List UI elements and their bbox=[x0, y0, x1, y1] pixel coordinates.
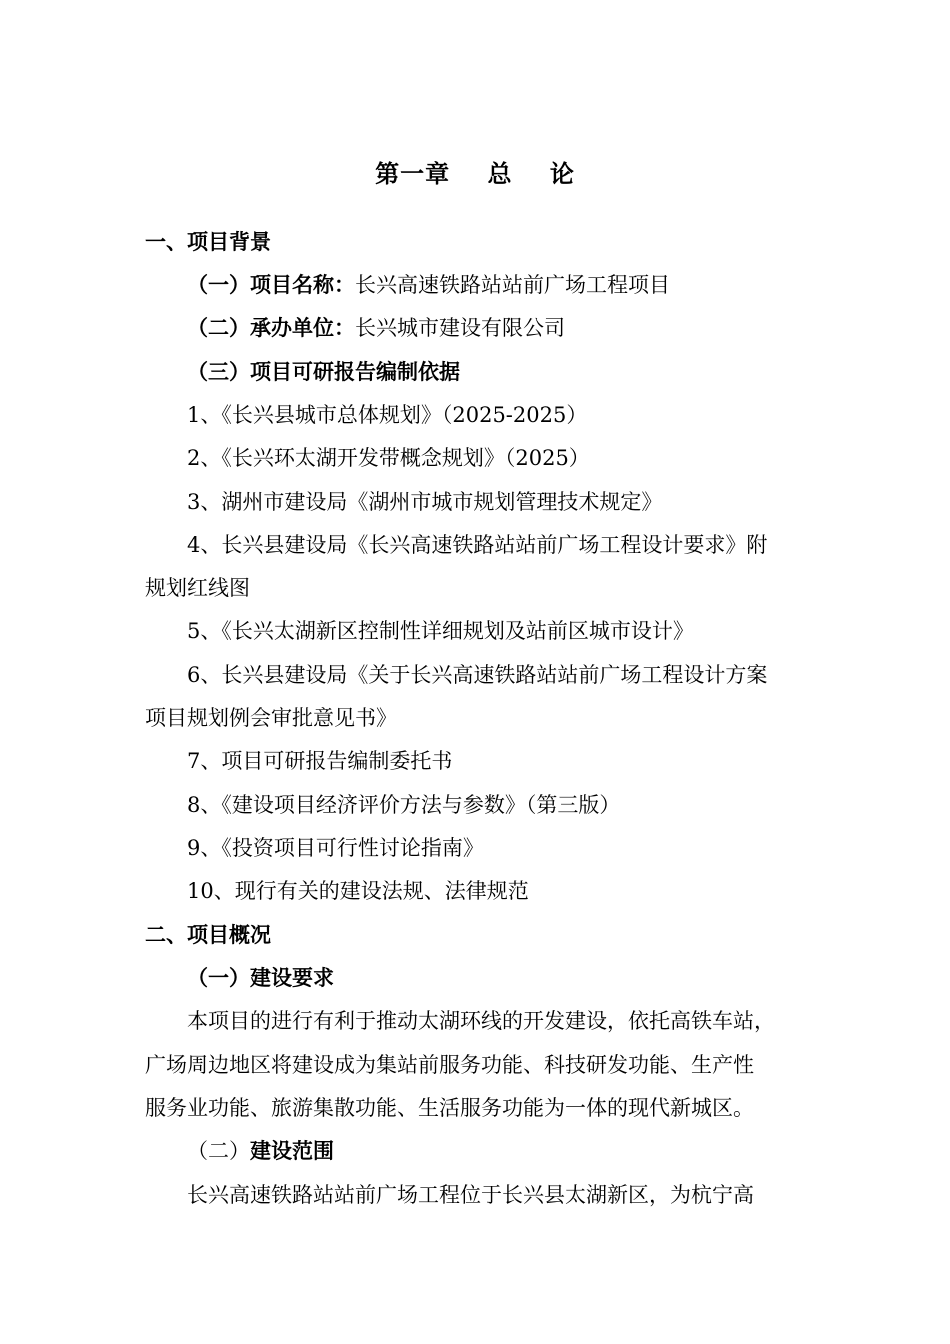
requirements-paragraph-line1: 本项目的进行有利于推动太湖环线的开发建设，依托高铁车站， bbox=[187, 1009, 775, 1033]
organizer-label: （二）承办单位： bbox=[187, 315, 355, 340]
project-name-line bbox=[187, 270, 670, 300]
construction-scope-title: 建设范围 bbox=[250, 1138, 334, 1163]
construction-requirements-heading: （一）建设要求 bbox=[187, 965, 334, 990]
basis-item-5: 5、《长兴太湖新区控制性详细规划及站前区城市设计》 bbox=[187, 619, 694, 643]
basis-item-9: 9、《投资项目可行性讨论指南》 bbox=[187, 836, 484, 860]
organizer-line bbox=[187, 313, 565, 343]
basis-item-1: 1、《长兴县城市总体规划》（2025-2025） bbox=[187, 403, 588, 427]
section-heading-overview: 二、项目概况 bbox=[145, 922, 271, 947]
requirements-paragraph-line3: 服务业功能、旅游集散功能、生活服务功能为一体的现代新城区。 bbox=[145, 1096, 754, 1120]
basis-item-6-line2: 项目规划例会审批意见书》 bbox=[145, 706, 397, 730]
basis-item-4-line2: 规划红线图 bbox=[145, 576, 250, 600]
project-name-label: （一）项目名称： bbox=[187, 272, 355, 297]
basis-item-7: 7、项目可研报告编制委托书 bbox=[187, 749, 453, 773]
basis-heading: （三）项目可研报告编制依据 bbox=[187, 359, 460, 384]
chapter-title: 第一章 总 论 bbox=[375, 159, 575, 188]
project-name-value: 长兴高速铁路站站前广场工程项目 bbox=[355, 273, 670, 297]
scope-paragraph-line1: 长兴高速铁路站站前广场工程位于长兴县太湖新区，为杭宁高 bbox=[187, 1183, 754, 1207]
organizer-value: 长兴城市建设有限公司 bbox=[355, 316, 565, 340]
basis-item-10: 10、现行有关的建设法规、法律规范 bbox=[187, 879, 529, 903]
requirements-paragraph-line2: 广场周边地区将建设成为集站前服务功能、科技研发功能、生产性 bbox=[145, 1053, 754, 1077]
basis-item-4-line1: 4、长兴县建设局《长兴高速铁路站站前广场工程设计要求》附 bbox=[187, 533, 768, 557]
basis-item-6-line1: 6、长兴县建设局《关于长兴高速铁路站站前广场工程设计方案 bbox=[187, 663, 768, 687]
section-heading-background: 一、项目背景 bbox=[145, 229, 271, 254]
basis-item-3: 3、湖州市建设局《湖州市城市规划管理技术规定》 bbox=[187, 490, 663, 514]
basis-item-2: 2、《长兴环太湖开发带概念规划》（2025） bbox=[187, 446, 590, 470]
basis-item-8: 8、《建设项目经济评价方法与参数》（第三版） bbox=[187, 793, 621, 817]
construction-scope-heading bbox=[187, 1136, 334, 1166]
construction-scope-label: （二） bbox=[187, 1139, 250, 1163]
